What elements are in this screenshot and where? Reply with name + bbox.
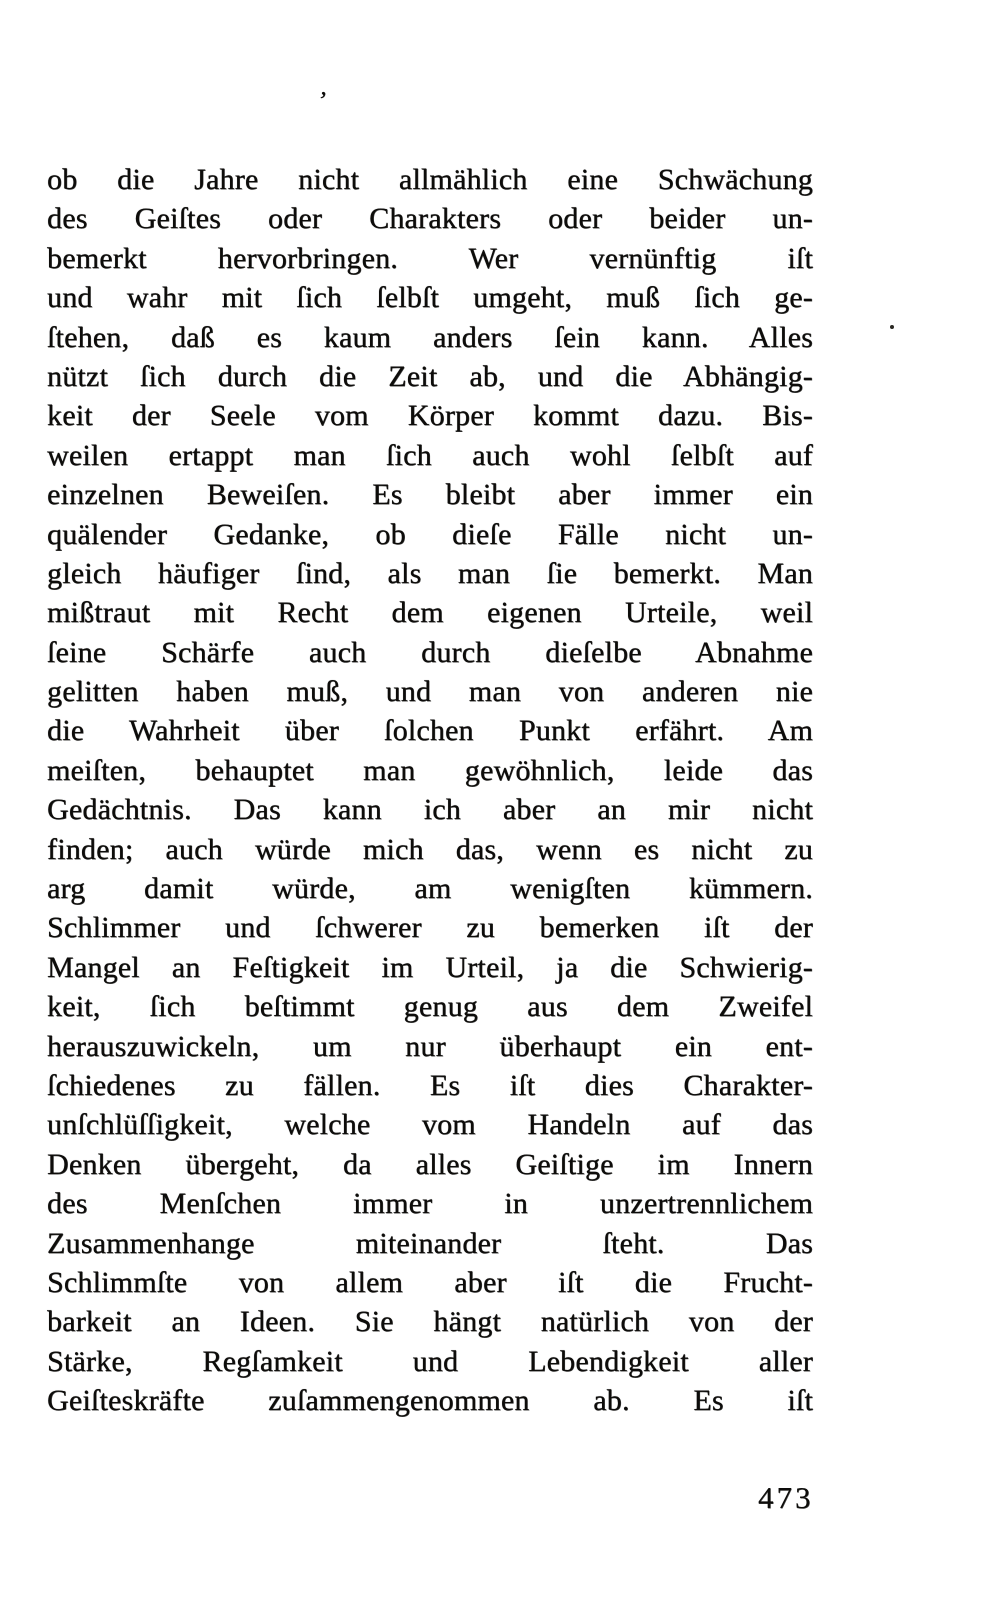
- text-line: gelitten haben muß, und man von anderen nie: [47, 675, 813, 709]
- text-line: Schlimmer und ſchwerer zu bemerken iſt der: [47, 911, 813, 945]
- text-line: Geiſteskräfte zuſammengenommen ab. Es iſt: [47, 1384, 813, 1418]
- text-line: bemerkt hervorbringen. Wer vernünftig iſt: [47, 241, 813, 275]
- text-line: Zusammenhange miteinander ſteht. Das: [47, 1226, 813, 1260]
- ink-speck: [890, 325, 894, 329]
- text-line: keit, ſich beſtimmt genug aus dem Zweifel: [47, 990, 813, 1024]
- text-line: Stärke, Regſamkeit und Lebendigkeit aller: [47, 1344, 813, 1378]
- text-line: finden; auch würde mich das, wenn es nicht zu: [47, 832, 813, 866]
- text-line: keit der Seele vom Körper kommt dazu. Bis-: [47, 399, 813, 433]
- text-line: Denken übergeht, da alles Geiſtige im Innern: [47, 1147, 813, 1181]
- text-line: ſtehen, daß es kaum anders ſein kann. Alles: [47, 320, 813, 354]
- text-line: ſchiedenes zu fällen. Es iſt dies Charakter-: [47, 1068, 813, 1102]
- text-line: ob die Jahre nicht allmählich eine Schwächung: [47, 163, 813, 196]
- text-line: barkeit an Ideen. Sie hängt natürlich von der: [47, 1305, 813, 1339]
- stray-ink-mark: ʼ: [316, 85, 329, 116]
- text-line: die Wahrheit über ſolchen Punkt erfährt. Am: [47, 714, 813, 748]
- text-line: gleich häufiger ſind, als man ſie bemerkt. Man: [47, 556, 813, 590]
- text-line: Gedächtnis. Das kann ich aber an mir nicht: [47, 793, 813, 827]
- text-line: quälender Gedanke, ob dieſe Fälle nicht un-: [47, 517, 813, 551]
- text-line: herauszuwickeln, um nur überhaupt ein ent-: [47, 1029, 813, 1063]
- text-line: ſeine Schärfe auch durch dieſelbe Abnahme: [47, 635, 813, 669]
- text-line: nützt ſich durch die Zeit ab, und die Abhängig-: [47, 359, 813, 393]
- text-line: weilen ertappt man ſich auch wohl ſelbſt auf: [47, 438, 813, 472]
- text-line: des Menſchen immer in unzertrennlichem: [47, 1187, 813, 1221]
- text-line: Mangel an Feſtigkeit im Urteil, ja die Schwierig-: [47, 950, 813, 984]
- text-line: mißtraut mit Recht dem eigenen Urteile, weil: [47, 596, 813, 630]
- text-line: einzelnen Beweiſen. Es bleibt aber immer ein: [47, 478, 813, 512]
- paragraph-block: [47, 160, 813, 1421]
- text-line: meiſten, behauptet man gewöhnlich, leide das: [47, 753, 813, 787]
- text-line: Schlimmſte von allem aber iſt die Frucht-: [47, 1265, 813, 1299]
- text-line: und wahr mit ſich ſelbſt umgeht, muß ſich ge-: [47, 281, 813, 315]
- page-number: 473: [758, 1480, 814, 1515]
- text-line: unſchlüſſigkeit, welche vom Handeln auf das: [47, 1108, 813, 1142]
- text-line: des Geiſtes oder Charakters oder beider un-: [47, 202, 813, 236]
- text-line: arg damit würde, am wenigſten kümmern.: [47, 872, 813, 906]
